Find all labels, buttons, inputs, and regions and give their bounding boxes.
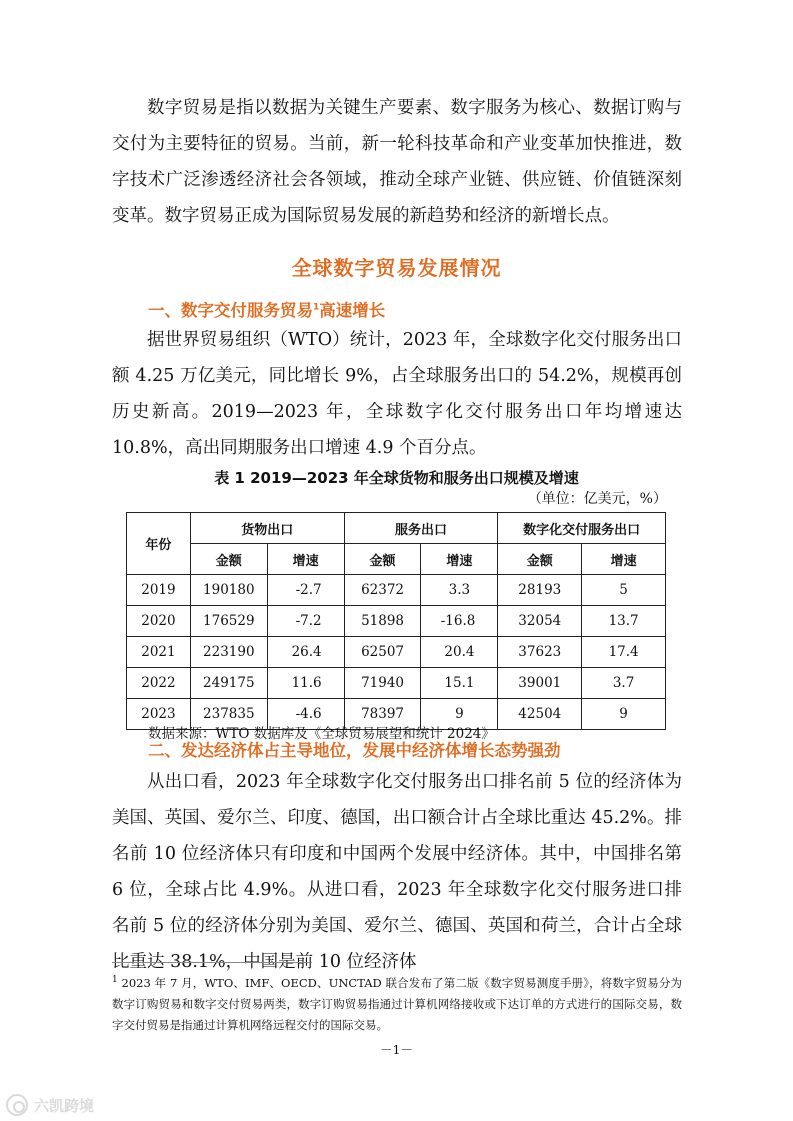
goods-amount-cell: 237835 <box>190 699 267 730</box>
digital-growth-cell: 9 <box>582 699 666 730</box>
services-amount-cell: 71940 <box>344 668 421 699</box>
services-growth-cell: 15.1 <box>421 668 498 699</box>
table-header-row <box>127 513 666 544</box>
services-amount-cell: 62372 <box>344 575 421 606</box>
year-cell: 2021 <box>127 637 191 668</box>
sub-header: 金额 <box>344 544 421 575</box>
digital-services-export-header: 数字化交付服务出口 <box>498 513 666 544</box>
year-cell: 2022 <box>127 668 191 699</box>
section-1-heading <box>148 297 385 321</box>
footnote-mark: 1 <box>112 975 118 985</box>
table-subheader-row <box>127 544 666 575</box>
digital-amount-cell: 32054 <box>498 606 582 637</box>
section-2-paragraph: 从出口看，2023 年全球数字化交付服务出口排名前 5 位的经济体为美国、英国、爱尔兰、印度、德国，出口额合计占全球比重达 45.2%。排名前 10 位经济体只有印度和中国两个发展中经济体。其中，中国排名第 6 位，全球占比 4.9%。从进口看，2023 年全球数字化交付服务进口排名前 5 位的经济体分别为美国、爱尔兰、德国、英国和荷兰，合计占全球比重达 38.1%，中国是前 10 位经济体 <box>112 772 682 972</box>
year-cell: 2023 <box>127 699 191 730</box>
section-2-heading: 二、发达经济体占主导地位，发展中经济体增长态势强劲 <box>148 741 561 760</box>
page-number: －1－ <box>380 1042 413 1057</box>
digital-growth-cell: 13.7 <box>582 606 666 637</box>
services-amount-cell: 51898 <box>344 606 421 637</box>
digital-growth-cell: 3.7 <box>582 668 666 699</box>
sub-header: 金额 <box>190 544 267 575</box>
table-source: 数据来源：WTO 数据库及《全球贸易展望和统计 2024》 <box>148 726 495 742</box>
services-growth-cell: 9 <box>421 699 498 730</box>
year-header: 年份 <box>127 513 191 575</box>
services-growth-cell: -16.8 <box>421 606 498 637</box>
digital-amount-cell: 28193 <box>498 575 582 606</box>
year-cell: 2020 <box>127 606 191 637</box>
section-1-paragraph: 据世界贸易组织（WTO）统计，2023 年，全球数字化交付服务出口额 4.25 万亿美元，同比增长 9%，占全球服务出口的 54.2%，规模再创历史新高。2019—2023 年，全球数字化交付服务出口年均增速达 10.8%，高出同期服务出口增速 4.9 个百分点。 <box>112 330 682 458</box>
section-1-heading-post: 高速增长 <box>319 301 386 320</box>
goods-amount-cell: 223190 <box>190 637 267 668</box>
footnote-ref[interactable]: 1 <box>313 302 320 313</box>
table-row <box>127 637 666 668</box>
services-growth-cell: 3.3 <box>421 575 498 606</box>
goods-growth-cell: -4.6 <box>267 699 344 730</box>
goods-growth-cell: 11.6 <box>267 668 344 699</box>
table-row <box>127 606 666 637</box>
goods-export-header: 货物出口 <box>190 513 344 544</box>
goods-amount-cell: 190180 <box>190 575 267 606</box>
footnote-text: 2023 年 7 月，WTO、IMF、OECD、UNCTAD 联合发布了第二版《数字贸易测度手册》，将数字贸易分为数字订购贸易和数字交付贸易两类，数字订购贸易指通过计算机网络接收或下达订单的方式进行的国际交易，数字交付贸易是指通过计算机网络远程交付的国际交易。 <box>112 975 682 1032</box>
digital-growth-cell: 5 <box>582 575 666 606</box>
services-export-header: 服务出口 <box>344 513 498 544</box>
intro-paragraph: 数字贸易是指以数据为关键生产要素、数字服务为核心、数据订购与交付为主要特征的贸易。当前，新一轮科技革命和产业变革加快推进，数字技术广泛渗透经济社会各领域，推动全球产业链、供应链、价值链深刻变革。数字贸易正成为国际贸易发展的新趋势和经济的新增长点。 <box>112 98 682 226</box>
services-amount-cell: 62507 <box>344 637 421 668</box>
goods-amount-cell: 249175 <box>190 668 267 699</box>
watermark-text: 六凯跨境 <box>34 1096 95 1115</box>
table-unit: （单位：亿美元，%） <box>527 491 667 507</box>
export-table <box>126 512 666 730</box>
watermark <box>6 1094 94 1116</box>
footnote <box>112 970 682 1036</box>
section-1-heading-pre: 一、数字交付服务贸易 <box>148 301 313 320</box>
sub-header: 增速 <box>267 544 344 575</box>
goods-growth-cell: -2.7 <box>267 575 344 606</box>
services-amount-cell: 78397 <box>344 699 421 730</box>
goods-growth-cell: 26.4 <box>267 637 344 668</box>
digital-amount-cell: 42504 <box>498 699 582 730</box>
goods-growth-cell: -7.2 <box>267 606 344 637</box>
table-caption: 表 1 2019—2023 年全球货物和服务出口规模及增速 <box>214 469 579 487</box>
sub-header: 增速 <box>421 544 498 575</box>
digital-growth-cell: 17.4 <box>582 637 666 668</box>
goods-amount-cell: 176529 <box>190 606 267 637</box>
sub-header: 金额 <box>498 544 582 575</box>
services-growth-cell: 20.4 <box>421 637 498 668</box>
sub-header: 增速 <box>582 544 666 575</box>
main-title: 全球数字贸易发展情况 <box>291 256 502 280</box>
digital-amount-cell: 39001 <box>498 668 582 699</box>
table-row <box>127 668 666 699</box>
footnote-divider <box>112 962 312 963</box>
table-row <box>127 575 666 606</box>
year-cell: 2019 <box>127 575 191 606</box>
digital-amount-cell: 37623 <box>498 637 582 668</box>
watermark-logo-icon <box>6 1094 28 1116</box>
